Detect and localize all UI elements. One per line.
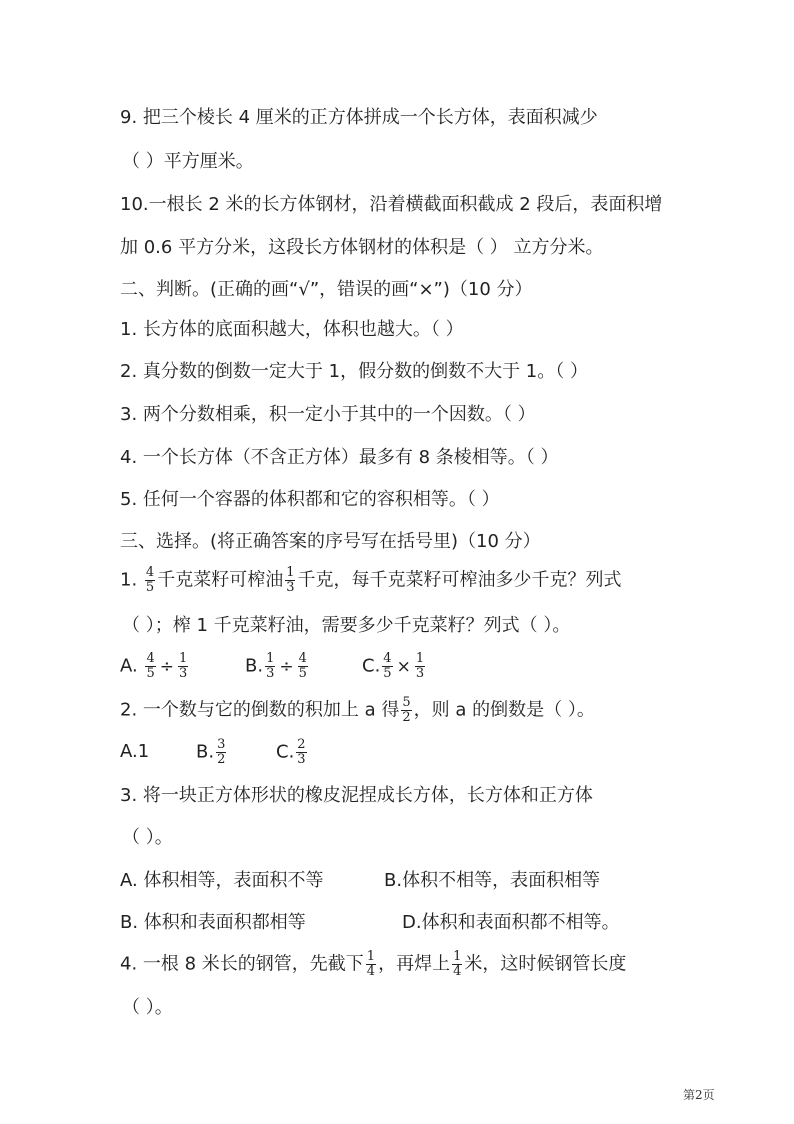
q9-line2: （ ）平方厘米。 — [122, 151, 254, 172]
choice-q3-option-d: D.体积和表面积都不相等。 — [402, 912, 620, 933]
choice-q2-option-c: C. $\frac{2}{3}$ — [276, 737, 306, 767]
fraction: $\frac{3}{2}$ — [217, 737, 226, 767]
judge-item-3: 3. 两个分数相乘，积一定小于其中的一个因数。（ ） — [120, 404, 536, 425]
choice-q3-option-a: A. 体积相等，表面积不等 — [120, 870, 324, 891]
judge-section-title: 二、判断。(正确的画“√”，错误的画“×”)（10 分） — [120, 279, 533, 300]
choice-q1-line2: （ ）；榨 1 千克菜籽油，需要多少千克菜籽？列式（ ）。 — [122, 615, 571, 636]
q9-line1: 9. 把三个棱长 4 厘米的正方体拼成一个长方体，表面积减少 — [120, 107, 598, 128]
fraction: $\frac{4}{5}$ — [383, 651, 392, 681]
fraction: $\frac{1}{3}$ — [286, 565, 295, 595]
choice-q3-line2: （ ）。 — [122, 827, 173, 848]
fraction: $\frac{1}{4}$ — [453, 949, 462, 979]
judge-item-5: 5. 任何一个容器的体积都和它的容积相等。（ ） — [120, 489, 500, 510]
fraction: $\frac{1}{3}$ — [266, 651, 275, 681]
judge-item-2: 2. 真分数的倒数一定大于 1，假分数的倒数不大于 1。（ ） — [120, 361, 588, 382]
fraction: $\frac{1}{3}$ — [178, 651, 188, 681]
choice-q1-option-a: A. $\frac{4}{5}$ ÷ $\frac{1}{3}$ — [120, 651, 188, 681]
fraction: $\frac{5}{2}$ — [402, 695, 411, 725]
choice-q1-line1: 1. $\frac{4}{5}$ 千克菜籽可榨油 $\frac{1}{3}$ 千克，每千克菜籽可榨油多少千克？列式 — [120, 565, 622, 595]
choice-q1-option-c: C. $\frac{4}{5}$ × $\frac{1}{3}$ — [362, 651, 425, 681]
q10-line1: 10.一根长 2 米的长方体钢材，沿着横截面积截成 2 段后，表面积增 — [120, 194, 663, 215]
choice-q3-option-b: B.体积不相等，表面积相等 — [384, 870, 601, 891]
fraction: $\frac{4}{5}$ — [298, 651, 307, 681]
choice-q4-line1: 4. 一根 8 米长的钢管，先截下 $\frac{1}{4}$ ，再焊上 $\frac{1}{4}$ 米，这时候钢管长度 — [120, 949, 627, 979]
fraction: $\frac{1}{3}$ — [415, 651, 425, 681]
fraction: $\frac{4}{5}$ — [145, 565, 155, 595]
fraction: $\frac{1}{4}$ — [366, 949, 376, 979]
choice-q2-option-a: A.1 — [120, 741, 150, 762]
choice-q3-line1: 3. 将一块正方体形状的橡皮泥捏成长方体，长方体和正方体 — [120, 785, 593, 806]
choice-section-title: 三、选择。(将正确答案的序号写在括号里)（10 分） — [120, 531, 541, 552]
judge-item-4: 4. 一个长方体（不含正方体）最多有 8 条棱相等。（ ） — [120, 447, 559, 468]
choice-q2-line1: 2. 一个数与它的倒数的积加上 a 得 $\frac{5}{2}$ ，则 a 的倒数是（ ）。 — [120, 695, 595, 725]
choice-q1-number: 1. — [120, 569, 138, 591]
fraction: $\frac{2}{3}$ — [297, 737, 306, 767]
q10-line2: 加 0.6 平方分米，这段长方体钢材的体积是（ ） 立方分米。 — [120, 237, 604, 258]
page-number: 第2页 — [683, 1088, 715, 1102]
choice-q1-option-b: B. $\frac{1}{3}$ ÷ $\frac{4}{5}$ — [245, 651, 307, 681]
fraction: $\frac{4}{5}$ — [146, 651, 155, 681]
judge-item-1: 1. 长方体的底面积越大，体积也越大。（ ） — [120, 319, 464, 340]
choice-q4-line2: （ ）。 — [122, 997, 173, 1018]
choice-q2-option-b: B. $\frac{3}{2}$ — [196, 737, 226, 767]
choice-q3-option-c: B. 体积和表面积都相等 — [120, 912, 306, 933]
